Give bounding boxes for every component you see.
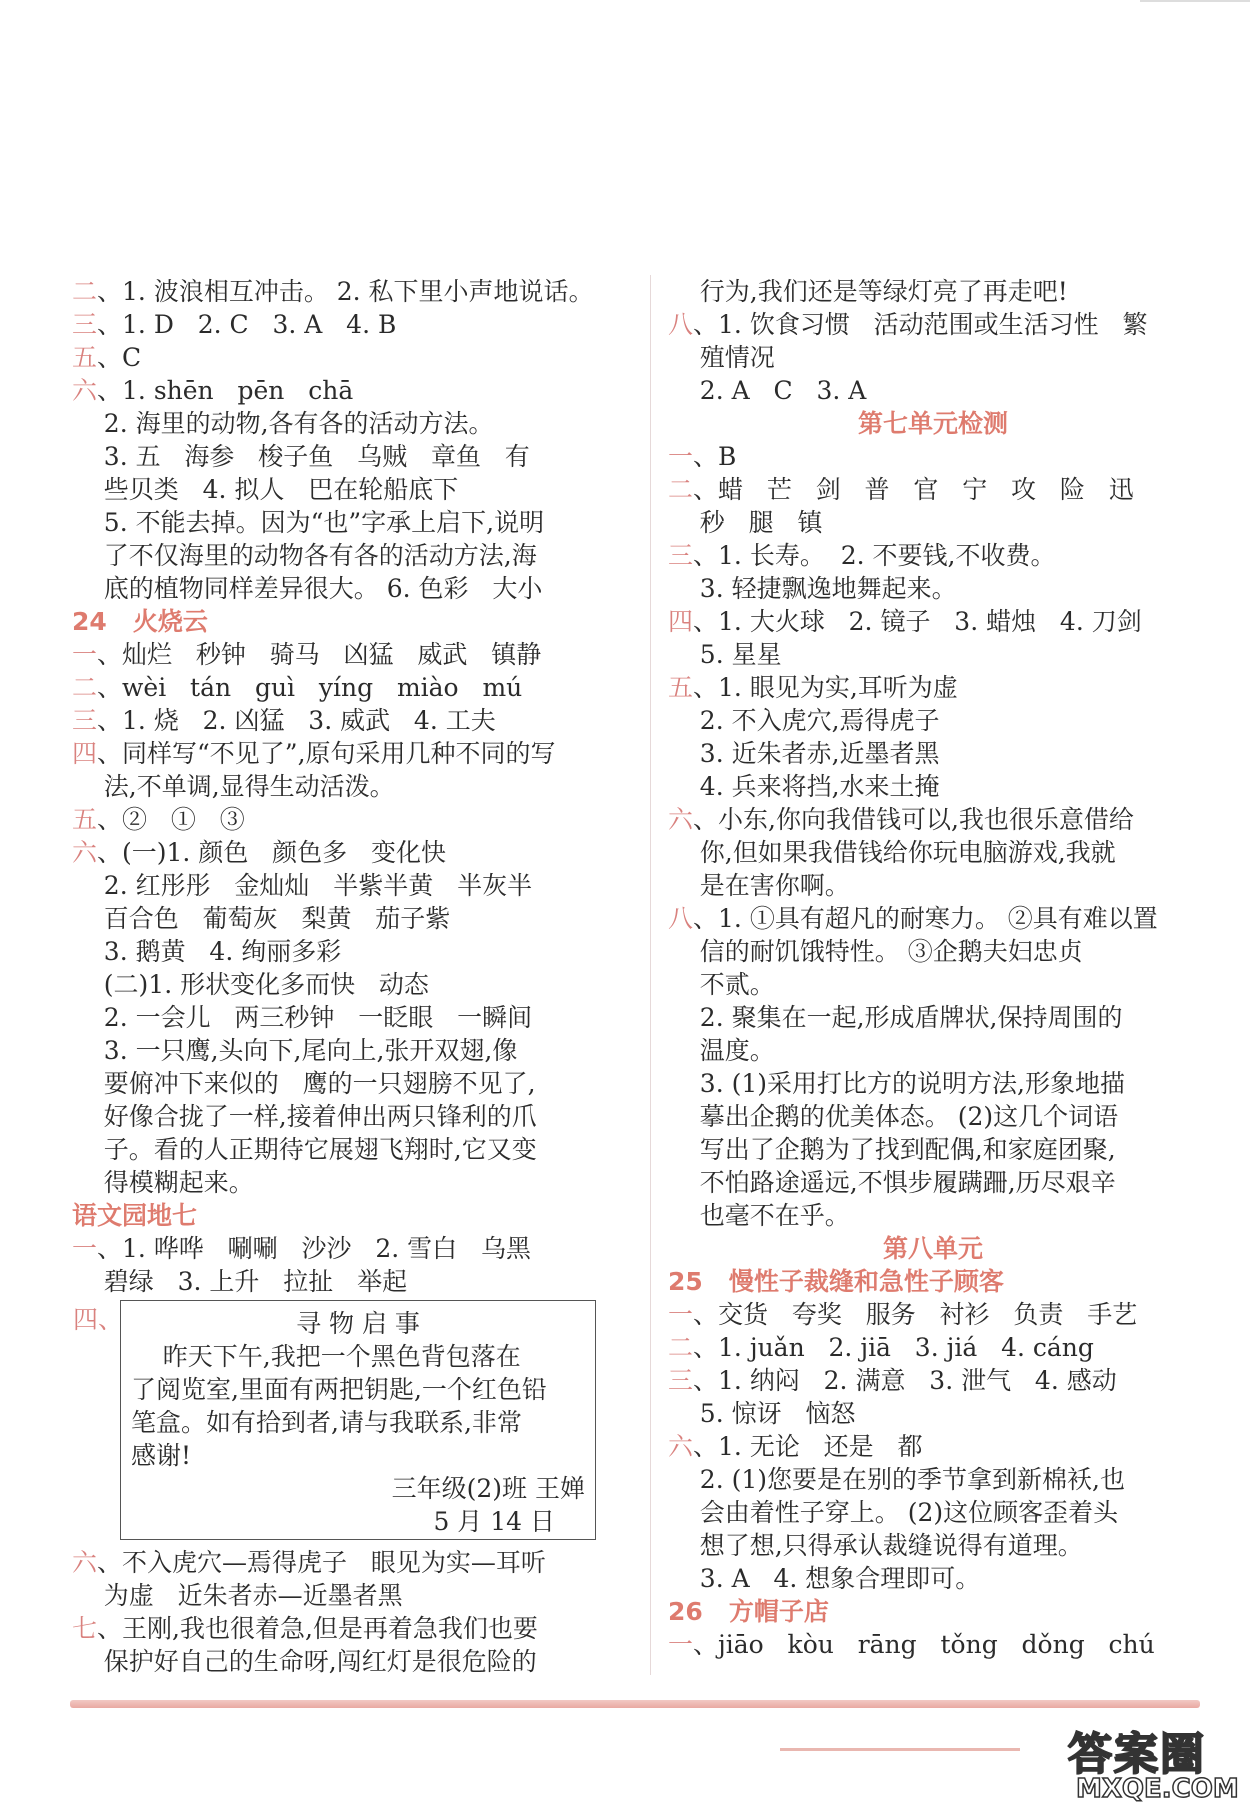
answer-line <box>72 1133 612 1166</box>
answer-text: 2. 聚集在一起,形成盾牌状,保持周围的 <box>668 1003 1123 1032</box>
answer-text: 、同样写“不见了”,原句采用几种不同的写 <box>97 739 556 768</box>
answer-text: 温度。 <box>668 1036 775 1065</box>
answer-text: 好像合拢了一样,接着伸出两只锋利的爪 <box>72 1102 537 1131</box>
answer-text: 2. 一会儿 两三秒钟 一眨眼 一瞬间 <box>72 1003 533 1032</box>
answer-line <box>668 1199 1198 1232</box>
answer-text: 、1. 烧 2. 凶猛 3. 威武 4. 工夫 <box>97 706 496 735</box>
answer-line <box>668 1496 1198 1529</box>
answer-text: 百合色 葡萄灰 梨黄 茄子紫 <box>72 904 451 933</box>
answer-line <box>72 572 612 605</box>
answer-text: 、1. 无论 还是 都 <box>693 1432 923 1461</box>
answer-text: 写出了企鹅为了找到配偶,和家庭团聚, <box>668 1135 1116 1164</box>
answer-line <box>668 638 1198 671</box>
answer-line <box>72 1612 612 1645</box>
question-number: 六 <box>668 805 694 834</box>
notice-body-line: 昨天下午,我把一个黑色背包落在 <box>131 1342 521 1371</box>
answer-text: 、② ① ③ <box>97 805 245 834</box>
answer-text: 些贝类 4. 拟人 巴在轮船底下 <box>72 475 459 504</box>
answer-line <box>72 1265 612 1298</box>
answer-line <box>668 1463 1198 1496</box>
answer-line <box>72 902 612 935</box>
answer-line <box>72 803 612 836</box>
answer-text: 、wèi tán guì yíng miào mú <box>97 673 523 702</box>
question-number: 三 <box>72 706 98 735</box>
answer-line <box>668 341 1198 374</box>
answer-text: 法,不单调,显得生动活泼。 <box>72 772 395 801</box>
answer-line <box>72 341 612 374</box>
answer-text: 为虚 近朱者赤—近墨者黑 <box>72 1581 403 1610</box>
watermark-logo <box>1060 1716 1240 1812</box>
answer-line <box>668 275 1198 308</box>
answer-line <box>72 1232 612 1265</box>
answer-line <box>668 704 1198 737</box>
answer-line <box>72 671 612 704</box>
heading-text: 24 火烧云 <box>72 607 208 636</box>
answer-text: 、灿烂 秒钟 骑马 凶猛 威武 镇静 <box>97 640 542 669</box>
answer-line <box>668 1331 1198 1364</box>
answer-line <box>72 1546 612 1579</box>
section-heading <box>668 1595 1198 1628</box>
section-heading <box>668 407 1198 440</box>
answer-line <box>72 440 612 473</box>
answer-line <box>668 803 1198 836</box>
answer-text: 2. A C 3. A <box>668 376 867 405</box>
answer-line <box>72 506 612 539</box>
answer-text: 是在害你啊。 <box>668 871 850 900</box>
answer-line <box>668 836 1198 869</box>
answer-line <box>668 473 1198 506</box>
question-number: 二 <box>72 277 98 306</box>
heading-text: 26 方帽子店 <box>668 1597 829 1626</box>
answer-text: 5. 星星 <box>668 640 782 669</box>
answer-line <box>668 308 1198 341</box>
answer-text: 、不入虎穴—焉得虎子 眼见为实—耳听 <box>97 1548 546 1577</box>
answer-text: 4. 兵来将挡,水来土掩 <box>668 772 940 801</box>
answer-line <box>668 1034 1198 1067</box>
answer-text: 也毫不在乎。 <box>668 1201 850 1230</box>
answer-text: 得模糊起来。 <box>72 1168 254 1197</box>
answer-line <box>72 770 612 803</box>
answer-text: 想了想,只得承认裁缝说得有道理。 <box>668 1531 1083 1560</box>
question-number: 三 <box>668 1366 694 1395</box>
page-corner-mark <box>1140 0 1250 12</box>
answer-text: 3. (1)采用打比方的说明方法,形象地描 <box>668 1069 1125 1098</box>
answer-text: 、小东,你向我借钱可以,我也很乐意借给 <box>693 805 1134 834</box>
answer-text: 、1. 饮食习惯 活动范围或生活习性 繁 <box>693 310 1148 339</box>
answer-line <box>72 935 612 968</box>
answer-line <box>72 1034 612 1067</box>
answer-text: 、1. 波浪相互冲击。 2. 私下里小声地说话。 <box>97 277 594 306</box>
heading-text: 第八单元 <box>882 1234 983 1263</box>
lost-item-notice-box <box>73 1300 596 1540</box>
answer-text: 2. (1)您要是在别的季节拿到新棉袄,也 <box>668 1465 1125 1494</box>
answer-line <box>668 935 1198 968</box>
answer-line <box>668 1364 1198 1397</box>
heading-text: 语文园地七 <box>72 1201 198 1230</box>
answer-text: 信的耐饥饿特性。 ③企鹅夫妇忠贞 <box>668 937 1083 966</box>
answer-line <box>72 1166 612 1199</box>
answer-text: 不贰。 <box>668 970 775 999</box>
question-number: 一 <box>668 442 694 471</box>
notice-body-line: 感谢! <box>131 1441 192 1470</box>
left-column <box>72 275 612 1678</box>
answer-line <box>668 1628 1198 1661</box>
answer-text: 、1. 纳闷 2. 满意 3. 泄气 4. 感动 <box>693 1366 1117 1395</box>
answer-text: 摹出企鹅的优美体态。 (2)这几个词语 <box>668 1102 1119 1131</box>
question-number: 五 <box>72 343 98 372</box>
answer-text: 、1. juǎn 2. jiā 3. jiá 4. cáng <box>693 1333 1094 1362</box>
answer-text: 、B <box>693 442 737 471</box>
answer-line <box>668 671 1198 704</box>
answer-line <box>668 1529 1198 1562</box>
answer-line <box>668 770 1198 803</box>
answer-text: 、1. 大火球 2. 镜子 3. 蜡烛 4. 刀剑 <box>693 607 1142 636</box>
answer-line <box>72 308 612 341</box>
answer-line <box>668 374 1198 407</box>
answer-line <box>72 1001 612 1034</box>
question-number: 二 <box>668 475 694 504</box>
answer-text: 不怕路途遥远,不惧步履蹒跚,历尽艰辛 <box>668 1168 1116 1197</box>
answer-text: 3. 五 海参 梭子鱼 乌贼 章鱼 有 <box>72 442 530 471</box>
answer-line <box>668 737 1198 770</box>
question-number: 三 <box>668 541 694 570</box>
answer-text: 5. 惊讶 恼怒 <box>668 1399 856 1428</box>
section-heading <box>668 1232 1198 1265</box>
answer-line <box>72 275 612 308</box>
bottom-decor-band <box>70 1700 1200 1708</box>
answer-text: 、王刚,我也很着急,但是再着急我们也要 <box>97 1614 538 1643</box>
answer-line <box>72 539 612 572</box>
answer-text: 2. 红彤彤 金灿灿 半紫半黄 半灰半 <box>72 871 533 900</box>
answer-line <box>668 1430 1198 1463</box>
answer-line <box>72 737 612 770</box>
question-number: 七 <box>72 1614 98 1643</box>
answer-line <box>72 869 612 902</box>
answer-line <box>668 605 1198 638</box>
answer-line <box>668 572 1198 605</box>
section-heading <box>668 1265 1198 1298</box>
answer-text: 、1. 哗哗 唰唰 沙沙 2. 雪白 乌黑 <box>97 1234 531 1263</box>
question-number: 一 <box>668 1300 694 1329</box>
question-number: 六 <box>72 1548 98 1577</box>
answer-text: 了不仅海里的动物各有各的活动方法,海 <box>72 541 537 570</box>
answer-line <box>668 1100 1198 1133</box>
answer-line <box>668 440 1198 473</box>
answer-text: 你,但如果我借钱给你玩电脑游戏,我就 <box>668 838 1116 867</box>
question-number: 八 <box>668 904 694 933</box>
answer-text: 要俯冲下来似的 鹰的一只翅膀不见了, <box>72 1069 536 1098</box>
answer-line <box>72 473 612 506</box>
answer-text: 会由着性子穿上。 (2)这位顾客歪着头 <box>668 1498 1119 1527</box>
answer-text: 碧绿 3. 上升 拉扯 举起 <box>72 1267 408 1296</box>
answer-text: 、1. 长寿。 2. 不要钱,不收费。 <box>693 541 1056 570</box>
answer-line <box>668 1298 1198 1331</box>
question-number: 一 <box>668 1630 694 1659</box>
watermark-text: 答案圈 <box>1068 1729 1206 1780</box>
answer-text: 保护好自己的生命呀,闯红灯是很危险的 <box>72 1647 537 1676</box>
watermark-url: MXQE.COM <box>1076 1774 1239 1804</box>
answer-line <box>72 968 612 1001</box>
question-number: 六 <box>668 1432 694 1461</box>
question-number: 四 <box>668 607 694 636</box>
answer-text: 殖情况 <box>668 343 775 372</box>
answer-line <box>668 1397 1198 1430</box>
answer-text: 、(一)1. 颜色 颜色多 变化快 <box>97 838 447 867</box>
answer-line <box>668 1166 1198 1199</box>
right-column <box>668 275 1198 1661</box>
answer-text: 子。看的人正期待它展翅飞翔时,它又变 <box>72 1135 537 1164</box>
question-number: 四 <box>72 739 98 768</box>
notice-body-line: 笔盒。如有拾到者,请与我联系,非常 <box>131 1408 522 1437</box>
notice-body-line: 了阅览室,里面有两把钥匙,一个红色铅 <box>131 1375 547 1404</box>
question-number: 五 <box>72 805 98 834</box>
answer-text: 3. A 4. 想象合理即可。 <box>668 1564 981 1593</box>
answer-line <box>668 869 1198 902</box>
answer-line <box>668 539 1198 572</box>
answer-line <box>668 1562 1198 1595</box>
question-number: 二 <box>72 673 98 702</box>
answer-text: 行为,我们还是等绿灯亮了再走吧! <box>668 277 1068 306</box>
answer-line <box>72 1579 612 1612</box>
answer-text: (二)1. 形状变化多而快 动态 <box>72 970 429 999</box>
answer-text: 5. 不能去掉。因为“也”字承上启下,说明 <box>72 508 545 537</box>
question-number: 二 <box>668 1333 694 1362</box>
question-number: 六 <box>72 838 98 867</box>
question-number: 一 <box>72 640 98 669</box>
answer-line <box>72 836 612 869</box>
answer-text: 3. 近朱者赤,近墨者黑 <box>668 739 940 768</box>
answer-text: 、1. D 2. C 3. A 4. B <box>97 310 397 339</box>
answer-line <box>72 1645 612 1678</box>
answer-text: 、1. 眼见为实,耳听为虚 <box>693 673 958 702</box>
notice-date: 5 月 14 日 <box>433 1507 555 1536</box>
answer-line <box>72 1100 612 1133</box>
answer-line <box>72 407 612 440</box>
notice-title: 寻 物 启 事 <box>296 1309 420 1338</box>
answer-line <box>668 968 1198 1001</box>
section-heading <box>72 1199 612 1232</box>
answer-text: 、1. ①具有超凡的耐寒力。 ②具有难以置 <box>693 904 1158 933</box>
heading-text: 第七单元检测 <box>857 409 1008 438</box>
answer-line <box>668 1001 1198 1034</box>
section-heading <box>72 605 612 638</box>
question-number: 五 <box>668 673 694 702</box>
question-number: 四、 <box>73 1305 124 1334</box>
answer-line <box>668 506 1198 539</box>
answer-text: 、1. shēn pēn chā <box>97 376 354 405</box>
answer-text: 、C <box>97 343 142 372</box>
question-number: 一 <box>72 1234 98 1263</box>
answer-text: 3. 鹅黄 4. 绚丽多彩 <box>72 937 342 966</box>
answer-text: 底的植物同样差异很大。 6. 色彩 大小 <box>72 574 543 603</box>
heading-text: 25 慢性子裁缝和急性子顾客 <box>668 1267 1004 1296</box>
answer-line <box>668 902 1198 935</box>
answer-text: 、jiāo kòu rāng tǒng dǒng chú <box>693 1630 1155 1659</box>
notice-signature: 三年级(2)班 王婵 <box>391 1474 585 1503</box>
column-divider <box>650 275 651 1675</box>
bottom-decor-line <box>780 1748 1020 1751</box>
answer-line <box>668 1067 1198 1100</box>
answer-line <box>72 638 612 671</box>
question-number: 八 <box>668 310 694 339</box>
answer-line <box>72 704 612 737</box>
question-number: 六 <box>72 376 98 405</box>
answer-text: 、交货 夸奖 服务 衬衫 负责 手艺 <box>693 1300 1138 1329</box>
answer-line <box>72 1067 612 1100</box>
answer-line <box>668 1133 1198 1166</box>
answer-line <box>72 374 612 407</box>
question-number: 三 <box>72 310 98 339</box>
answer-text: 2. 海里的动物,各有各的活动方法。 <box>72 409 494 438</box>
answer-text: 、蜡 芒 剑 普 官 宁 攻 险 迅 <box>693 475 1134 504</box>
answer-text: 2. 不入虎穴,焉得虎子 <box>668 706 940 735</box>
answer-text: 秒 腿 镇 <box>668 508 823 537</box>
answer-text: 3. 轻捷飘逸地舞起来。 <box>668 574 957 603</box>
answer-text: 3. 一只鹰,头向下,尾向上,张开双翅,像 <box>72 1036 518 1065</box>
